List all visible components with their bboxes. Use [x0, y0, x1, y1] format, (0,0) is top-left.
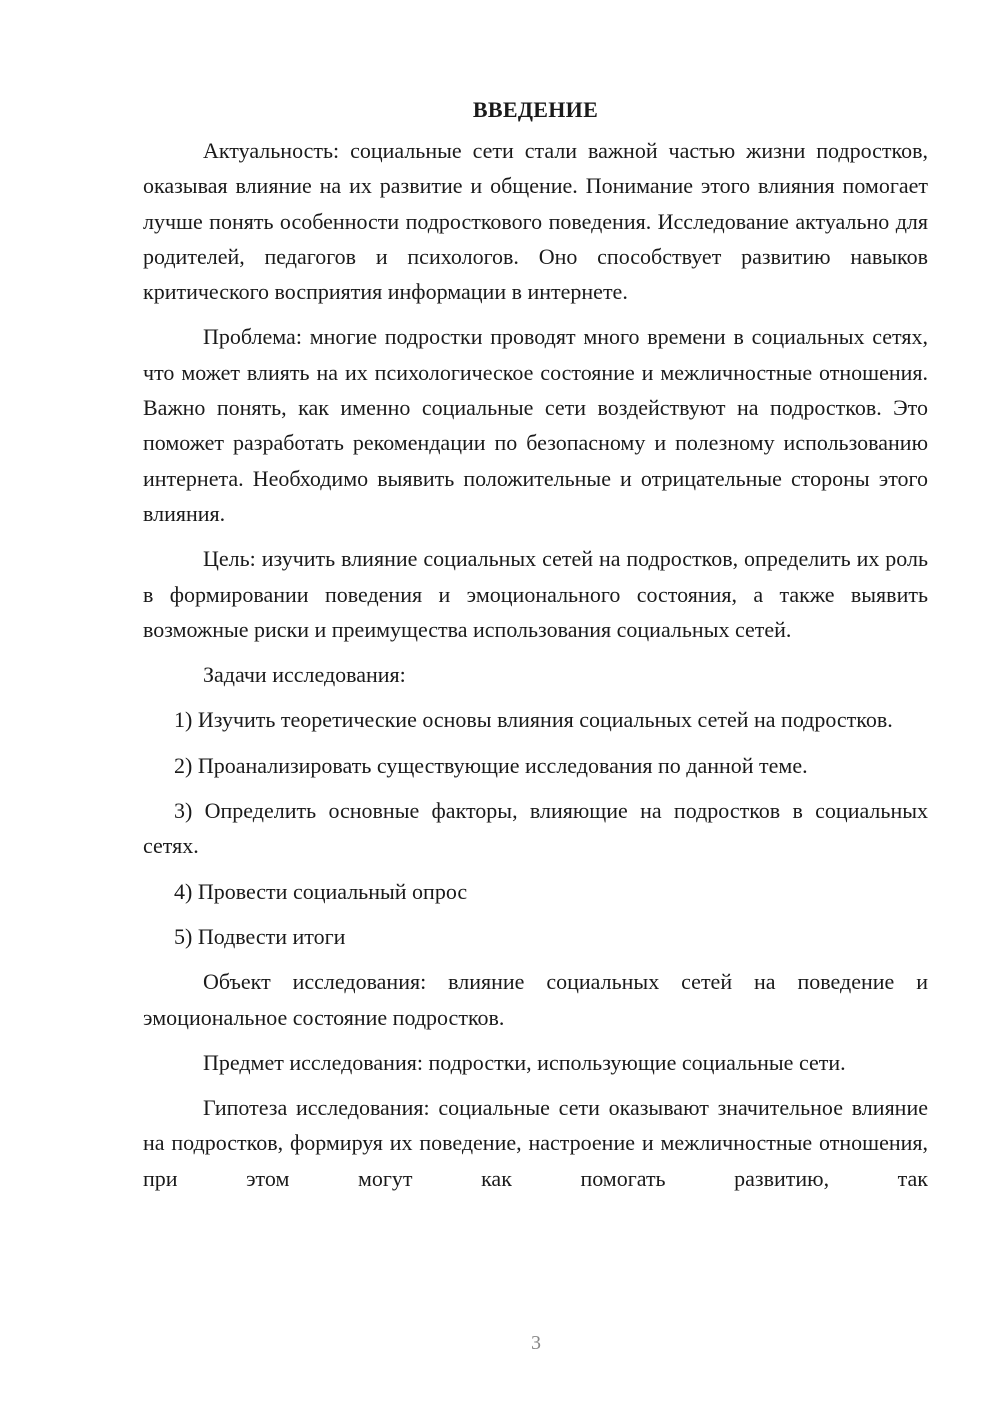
task-item-1: 1) Изучить теоретические основы влияния социальных сетей на подростков. [174, 707, 893, 733]
paragraph-object: Объект исследования: влияние социальных сетей на поведение и эмоциональное состояние подростков. [143, 969, 928, 1030]
task-item-5: 5) Подвести итоги [174, 923, 346, 949]
page-number: 3 [531, 1332, 541, 1354]
paragraph-problem: Проблема: многие подростки проводят много времени в социальных сетях, что может влиять на их психологическое состояние и межличностные отношения. Важно понять, как именно социальные сети воздействуют на подростков. Это поможет разработать рекомендации по безопасному и полезному использованию интернета. Необходимо выявить положительные и отрицательные стороны этого влияния. [143, 324, 928, 526]
paragraph-tasks-heading: Задачи исследования: [203, 662, 406, 688]
paragraph-relevance: Актуальность: социальные сети стали важной частью жизни подростков, оказывая влияние на их развитие и общение. Понимание этого влияния помогает лучше понять особенности подросткового поведения. Исследование актуально для родителей, педагогов и психологов. Оно способствует развитию навыков критического восприятия информации в интернете. [143, 138, 928, 305]
section-title: ВВЕДЕНИЕ [472, 97, 599, 122]
paragraph-hypothesis: Гипотеза исследования: социальные сети оказывают значительное влияние на подростков, формируя их поведение, настроение и межличностные отношения, при этом могут как помогать развитию, так [143, 1095, 928, 1191]
document-page [143, 92, 928, 1206]
task-item-3: 3) Определить основные факторы, влияющие на подростков в социальных сетях. [143, 798, 928, 859]
task-item-2: 2) Проанализировать существующие исследования по данной теме. [174, 752, 808, 778]
task-item-4: 4) Провести социальный опрос [174, 878, 468, 904]
paragraph-subject: Предмет исследования: подростки, использующие социальные сети. [203, 1049, 846, 1075]
paragraph-goal: Цель: изучить влияние социальных сетей на подростков, определить их роль в формировании поведения и эмоционального состояния, а также выявить возможные риски и преимущества использования социальных сетей. [143, 546, 928, 642]
